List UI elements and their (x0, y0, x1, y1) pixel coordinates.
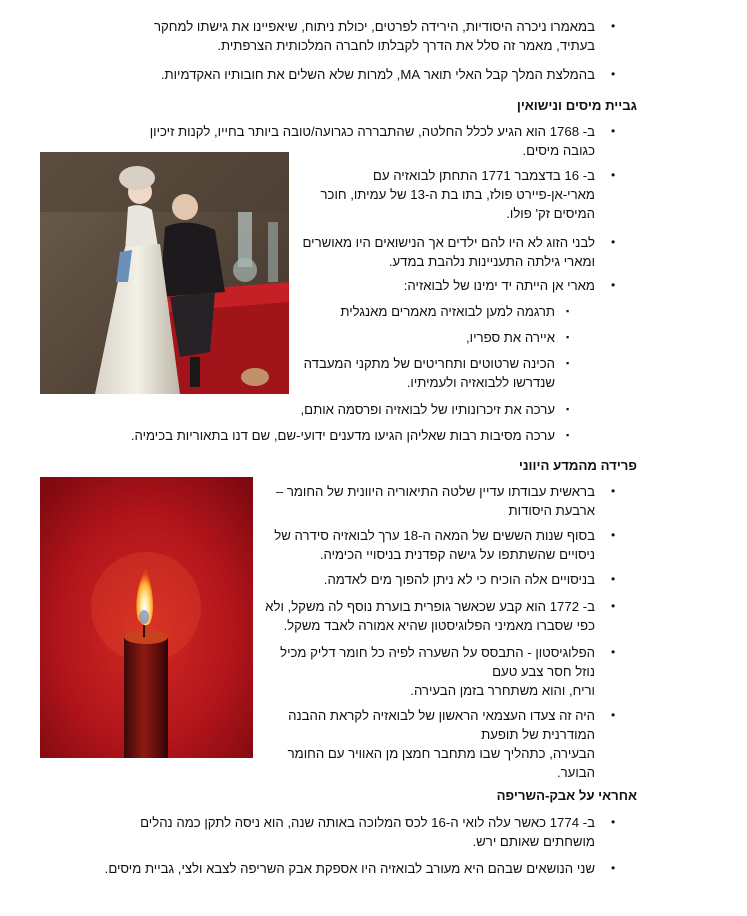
greek-item-6: היה זה צעדו העצמאי הראשון של לבואזיה לקראת ההבנה המודרנית של תופעת הבעירה, כתהליך שבו מתחבר חמצן מן האוויר עם החומר הבוער. (287, 708, 595, 780)
marriage-subitem-1: תרגמה למען לבואזיה מאמרים מאנגלית (340, 304, 555, 319)
greek-item-2: בסוף שנות הששים של המאה ה-18 ערך לבואזיה סידרה של ניסויים שהשתתפו על גישה קפדנית בניסויי הכימיה. (274, 528, 595, 562)
marriage-subitem-2: איירה את ספריו, (466, 330, 555, 345)
bullet: • (611, 645, 616, 659)
bullet: • (611, 67, 616, 81)
sub-bullet: ▪ (566, 332, 570, 342)
bullet: • (611, 19, 616, 33)
bullet: • (611, 124, 616, 138)
bullet: • (611, 599, 616, 613)
sub-bullet: ▪ (566, 430, 570, 440)
bullet: • (611, 861, 616, 875)
bullet: • (611, 168, 616, 182)
greek-item-1: בראשית עבודתו עדיין שלטה התיאוריה היוונית של החומר – ארבעת היסודות (275, 484, 595, 518)
sub-bullet: ▪ (566, 306, 570, 316)
gunpowder-item-1: ב- 1774 כאשר עלה לואי ה-16 לכס המלוכה באותה שנה, הוא ניסה לתקן כמה נהלים מושחתים שאותם ירש. (140, 815, 595, 849)
sub-bullet: ▪ (566, 404, 570, 414)
marriage-subitem-3: הכינה שרטוטים ותחריטים של מתקני המעבדה שנדרשו ללבואזיה ולעמיתיו. (303, 356, 555, 390)
candle-photo (40, 477, 253, 758)
bullet: • (611, 708, 616, 722)
greek-item-4: ב- 1772 הוא קבע שכאשר גופרית בוערת נוסף לה משקל, ולא כפי שסברו מאמיני הפלוגיסטון שהיא אמורה לאבד משקל. (265, 599, 595, 633)
greek-item-3: בניסויים אלה הוכיח כי לא ניתן להפוך מים לאדמה. (323, 572, 595, 587)
intro-item-1: במאמרו ניכרה היסודיות, הירידה לפרטים, יכולת ניתוח, שיאפיינו את גישתו למחקר בעתיד, מאמר זה סלל את הדרך לקבלתו לחברה המלכותית הצרפתית. (153, 19, 595, 53)
intro-item-2: בהמלצת המלך קבל האלי תואר MA, למרות שלא השלים את חובותיו האקדמיות. (160, 67, 595, 82)
bullet: • (611, 235, 616, 249)
gunpowder-item-2: שני הנושאים שבהם היא מעורב לבואזיה היו אספקת אבק השריפה לצבא ולצי, גביית מיסים. (104, 861, 595, 876)
bullet: • (611, 815, 616, 829)
marriage-item-3: לבני הזוג לא היו להם ילדים אך הנישואים היו מאושרים ומארי גילתה התעניינות נלהבת במדע. (302, 235, 595, 269)
marriage-subitem-4: ערכה את זיכרונותיו של לבואזיה ופרסמה אותם, (300, 402, 555, 417)
bullet: • (611, 278, 616, 292)
marriage-item-2: ב- 16 בדצמבר 1771 התחתן לבואזיה עם מארי-אן-פיירט פולז, בתו בת ה-13 של עמיתו, חוכר המיסים זק' פולו. (320, 168, 595, 221)
portrait-painting (40, 152, 289, 394)
section-heading-greek: פרידה מהמדע היווני (518, 458, 637, 473)
marriage-subitem-5: ערכה מסיבות רבות שאליהן הגיעו מדענים ידועי-שם, שם דנו בתאוריות בכימיה. (130, 428, 555, 443)
section-heading-marriage: גביית מיסים ונישואין (516, 98, 637, 113)
marriage-item-1: ב- 1768 הוא הגיע לכלל החלטה, שהתבררה כגרועה/טובה ביותר בחייו, לקנות זיכיון כגובה מיסים. (149, 124, 595, 158)
bullet: • (611, 572, 616, 586)
bullet: • (611, 528, 616, 542)
section-heading-gunpowder: אחראי על אבק-השריפה (496, 788, 637, 803)
bullet: • (611, 484, 616, 498)
greek-item-5: הפלוגיסטון - התבסס על השערה לפיה כל חומר דליק מכיל נוזל חסר צבע טעם וריח, והוא משתחרר בזמן הבעירה. (280, 645, 595, 698)
marriage-item-4: מארי אן הייתה יד ימינו של לבואזיה: (403, 278, 595, 293)
sub-bullet: ▪ (566, 358, 570, 368)
